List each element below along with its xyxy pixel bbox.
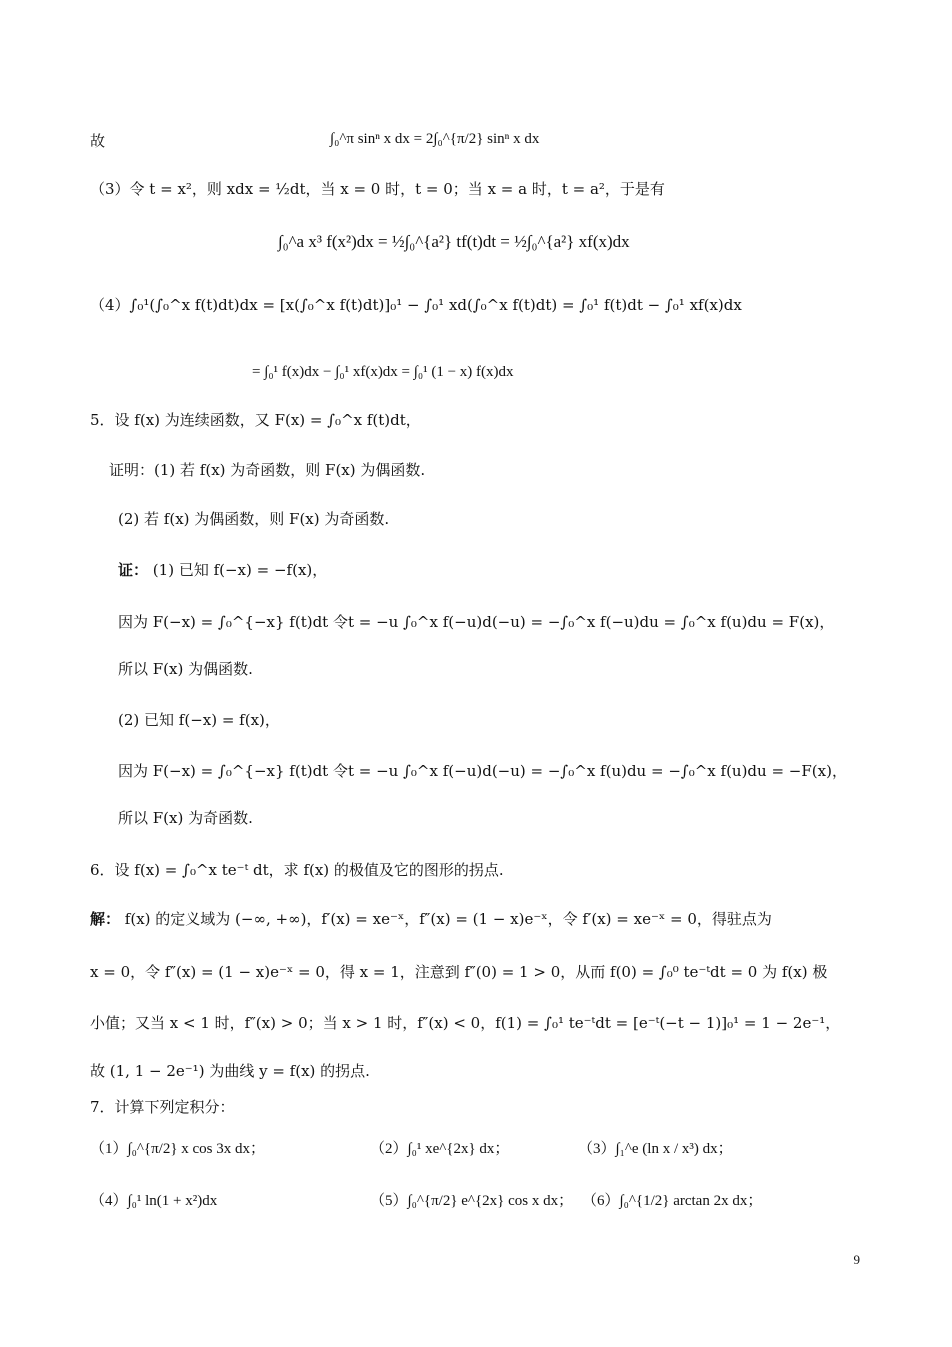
line-label-gu: 故 <box>90 132 106 150</box>
solution-label: 解： <box>90 910 121 928</box>
proof-text: (1) 已知 f(−x) = −f(x)， <box>152 561 328 579</box>
formula-line: ∫₀^π sinⁿ x dx = 2∫₀^{π/2} sinⁿ x dx <box>330 131 540 147</box>
exercise-6: （6）∫₀^{1/2} arctan 2x dx； <box>582 1193 763 1209</box>
problem-6: 6．设 f(x) = ∫₀^x te⁻ᵗ dt，求 f(x) 的极值及它的图形的拐点. <box>90 861 504 879</box>
problem-7: 7．计算下列定积分： <box>90 1098 235 1116</box>
exercise-2: （2）∫₀¹ xe^{2x} dx； <box>370 1141 510 1157</box>
formula-line: ∫₀^a x³ f(x²)dx = ½∫₀^{a²} tf(t)dt = ½∫₀^{a²} xf(x)dx <box>278 232 630 251</box>
text-line: 小值；又当 x < 1 时，f″(x) > 0；当 x > 1 时，f″(x) < 0，f(1) = ∫₀¹ te⁻ᵗdt = [e⁻ᵗ(−t − 1)]₀¹ = 1 − 2e⁻¹， <box>90 1014 841 1032</box>
text-line: 证明：(1) 若 f(x) 为奇函数，则 F(x) 为偶函数. <box>109 461 426 479</box>
text-line: （3）令 t = x²，则 xdx = ½dt，当 x = 0 时，t = 0；当 x = a 时，t = a²，于是有 <box>90 180 665 198</box>
exercise-4: （4）∫₀¹ ln(1 + x²)dx <box>90 1193 218 1209</box>
exercise-5: （5）∫₀^{π/2} e^{2x} cos x dx； <box>370 1193 574 1209</box>
text-line: 所以 F(x) 为偶函数. <box>118 660 253 678</box>
text-line: 故 (1, 1 − 2e⁻¹) 为曲线 y = f(x) 的拐点. <box>90 1062 370 1080</box>
text-line: 所以 F(x) 为奇函数. <box>118 809 253 827</box>
solution-text: f(x) 的定义域为 (−∞, +∞)，f′(x) = xe⁻ˣ，f″(x) = (1 − x)e⁻ˣ，令 f′(x) = xe⁻ˣ = 0，得驻点为 <box>124 910 772 928</box>
proof-line <box>118 561 327 579</box>
exercise-1: （1）∫₀^{π/2} x cos 3x dx； <box>90 1141 266 1157</box>
proof-label: 证： <box>118 561 149 579</box>
text-line: 因为 F(−x) = ∫₀^{−x} f(t)dt 令t = −u ∫₀^x f(−u)d(−u) = −∫₀^x f(−u)du = ∫₀^x f(u)du = F(x)， <box>118 613 835 631</box>
problem-5: 5．设 f(x) 为连续函数，又 F(x) = ∫₀^x f(t)dt， <box>90 411 421 429</box>
text-line: (2) 已知 f(−x) = f(x)， <box>118 711 280 729</box>
solution-line <box>90 910 772 928</box>
text-line: (2) 若 f(x) 为偶函数，则 F(x) 为奇函数. <box>118 510 390 528</box>
text-line: x = 0，令 f″(x) = (1 − x)e⁻ˣ = 0，得 x = 1，注意到 f″(0) = 1 > 0，从而 f(0) = ∫₀⁰ te⁻ᵗdt = 0 为 f(x) 极 <box>90 963 828 981</box>
text-line: （4）∫₀¹(∫₀^x f(t)dt)dx = [x(∫₀^x f(t)dt)]₀¹ − ∫₀¹ xd(∫₀^x f(t)dt) = ∫₀¹ f(t)dt − ∫₀¹ xf(x)dx <box>90 296 742 314</box>
formula-line: = ∫₀¹ f(x)dx − ∫₀¹ xf(x)dx = ∫₀¹ (1 − x) f(x)dx <box>252 364 514 380</box>
page-number: 9 <box>853 1252 860 1267</box>
text-line: 因为 F(−x) = ∫₀^{−x} f(t)dt 令t = −u ∫₀^x f(−u)d(−u) = −∫₀^x f(u)du = −∫₀^x f(u)du = −F(x)， <box>118 762 847 780</box>
exercise-3: （3）∫₁^e (ln x / x³) dx； <box>578 1141 733 1157</box>
